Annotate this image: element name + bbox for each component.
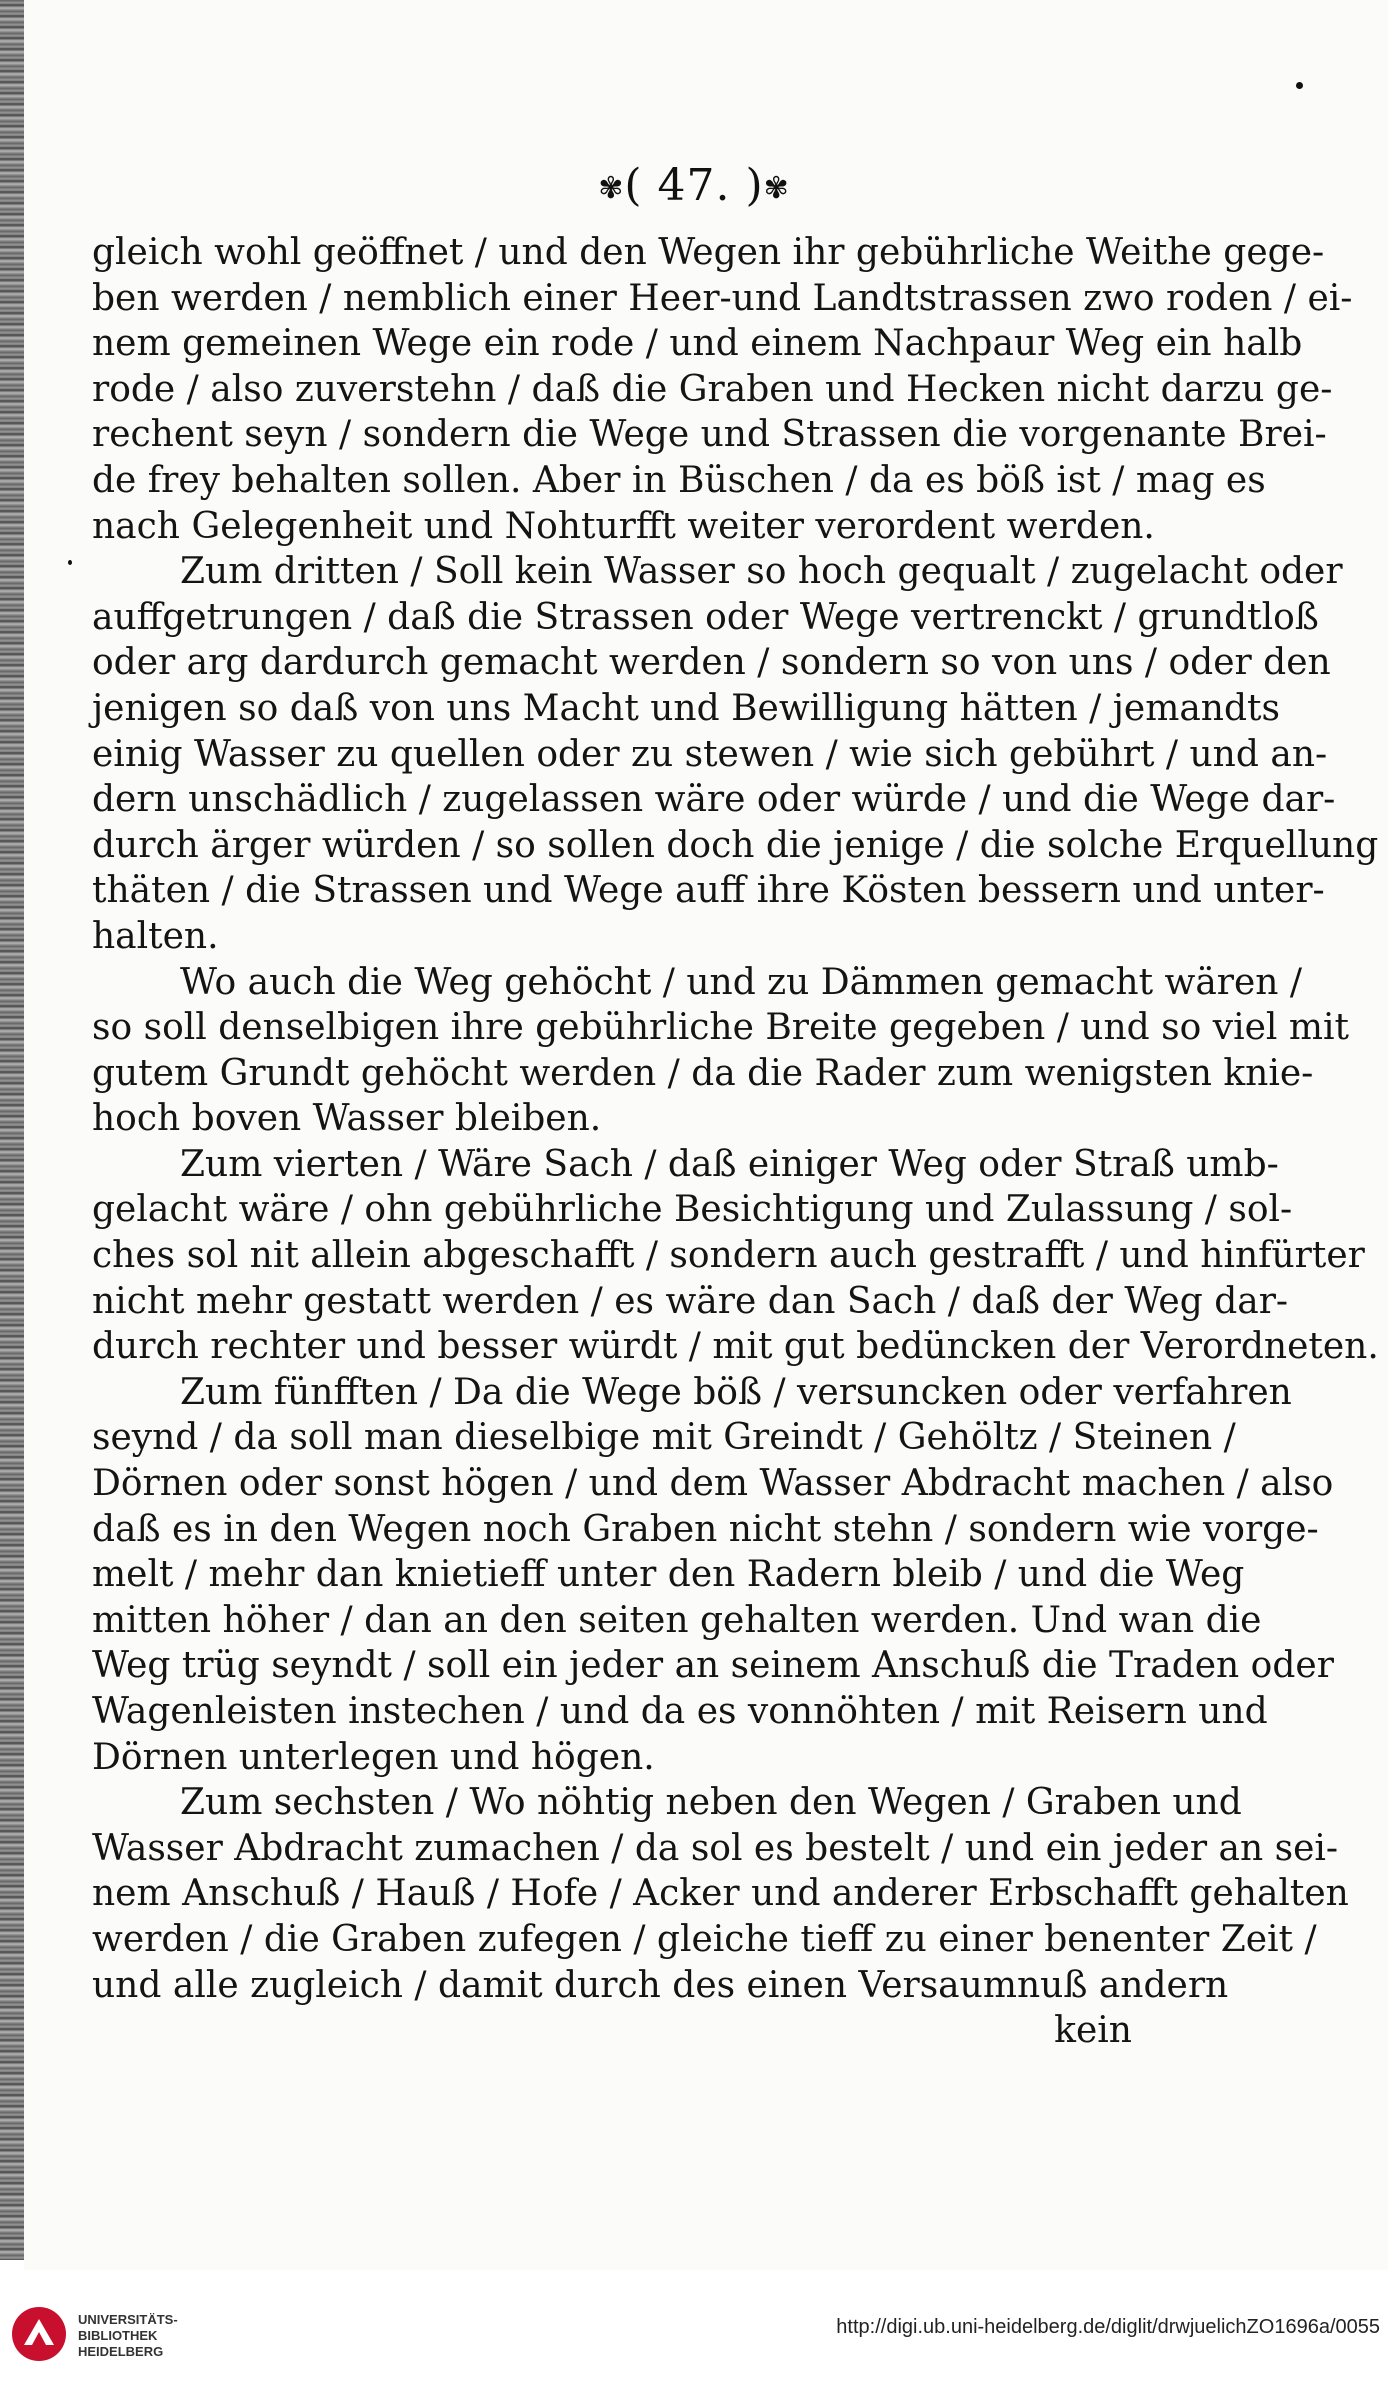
text-line: und alle zugleich / damit durch des einen Versaumnuß andern [92, 1964, 1229, 2006]
text-line: durch ärger würden / so sollen doch die jenige / die solche Erquellung [92, 824, 1379, 866]
text-line: Wagenleisten instechen / und da es vonnöhten / mit Reisern und [92, 1691, 1268, 1732]
text-line: gutem Grundt gehöcht werden / da die Rader zum wenigsten knie- [92, 1052, 1314, 1094]
text-line: Weg trüg seyndt / soll ein jeder an seinem Anschuß die Traden oder [92, 1645, 1334, 1687]
text-line: dern unschädlich / zugelassen wäre oder würde / und die Wege dar- [92, 779, 1336, 821]
text-line: Zum fünfften / Da die Wege böß / versuncken oder verfahren [180, 1371, 1292, 1413]
library-name-line2: BIBLIOTHEK [78, 2328, 158, 2343]
text-line: nem gemeinen Wege ein rode / und einem Nachpaur Weg ein halb [92, 323, 1303, 365]
text-line: seynd / da soll man dieselbige mit Greindt / Gehöltz / Steinen / [92, 1417, 1236, 1459]
text-line: nicht mehr gestatt werden / es wäre dan Sach / daß der Weg dar- [92, 1280, 1289, 1322]
text-line: Zum sechsten / Wo nöhtig neben den Wegen / Graben und [180, 1782, 1242, 1824]
text-line: kein [1054, 2010, 1132, 2052]
text-line: rode / also zuverstehn / daß die Graben und Hecken nicht darzu ge- [92, 368, 1333, 410]
source-url[interactable]: http://digi.ub.uni-heidelberg.de/diglit/drwjuelichZO1696a/0055 [836, 2316, 1380, 2338]
text-line: de frey behalten sollen. Aber in Büschen / da es böß ist / mag es [92, 459, 1266, 501]
ornament-right-icon: ✾ [763, 171, 790, 206]
ink-speck [1296, 82, 1303, 89]
library-name-line3: HEIDELBERG [78, 2344, 164, 2359]
page-number-header [0, 160, 1388, 211]
text-line: daß es in den Wegen noch Graben nicht stehn / sondern wie vorge- [92, 1508, 1319, 1550]
text-line: Zum vierten / Wäre Sach / daß einiger Weg oder Straß umb- [180, 1143, 1279, 1185]
text-line: Zum dritten / Soll kein Wasser so hoch gequalt / zugelacht oder [180, 551, 1343, 593]
text-line: Dörnen oder sonst högen / und dem Wasser Abdracht machen / also [92, 1463, 1334, 1505]
text-line: oder arg dardurch gemacht werden / sondern so von uns / oder den [92, 642, 1331, 684]
text-line: Dörnen unterlegen und högen. [92, 1736, 655, 1778]
page-number: ( 47. ) [624, 160, 764, 211]
ink-speck [68, 560, 72, 565]
library-name-line1: UNIVERSITÄTS- [78, 2312, 178, 2327]
text-line: einig Wasser zu quellen oder zu stewen / wie sich gebührt / und an- [92, 733, 1328, 775]
page-body-text [92, 230, 1379, 2054]
text-line: gelacht wäre / ohn gebührliche Besichtigung und Zulassung / sol- [92, 1189, 1293, 1231]
text-line: jenigen so daß von uns Macht und Bewilligung hätten / jemandts [92, 687, 1280, 729]
text-line: halten. [92, 915, 219, 957]
text-line: nem Anschuß / Hauß / Hofe / Acker und anderer Erbschafft gehalten [92, 1873, 1349, 1915]
text-line: auffgetrungen / daß die Strassen oder Wege vertrenckt / grundtloß [92, 596, 1319, 638]
text-line: hoch boven Wasser bleiben. [92, 1098, 602, 1140]
text-line: Wasser Abdracht zumachen / da sol es bestelt / und ein jeder an sei- [92, 1827, 1339, 1869]
text-line: rechent seyn / sondern die Wege und Strassen die vorgenante Brei- [92, 414, 1327, 456]
text-line: durch rechter und besser würdt / mit gut bedüncken der Verordneten. [92, 1326, 1379, 1368]
text-line: so soll denselbigen ihre gebührliche Breite gegeben / und so viel mit [92, 1007, 1349, 1049]
text-line: ches sol nit allein abgeschafft / sondern auch gestrafft / und hinfürter [92, 1235, 1365, 1277]
text-line: thäten / die Strassen und Wege auff ihre Kösten bessern und unter- [92, 870, 1325, 912]
library-name [78, 2312, 178, 2360]
text-line: nach Gelegenheit und Nohturfft weiter verordent werden. [92, 505, 1155, 547]
text-line: melt / mehr dan knietieff unter den Radern bleib / und die Weg [92, 1554, 1245, 1596]
text-line: ben werden / nemblich einer Heer-und Landtstrassen zwo roden / ei- [92, 277, 1353, 319]
scan-edge-shadow [0, 0, 24, 2260]
ornament-left-icon: ✾ [598, 171, 625, 206]
text-line: gleich wohl geöffnet / und den Wegen ihr gebührliche Weithe gege- [92, 232, 1325, 273]
university-library-logo-icon [10, 2305, 68, 2363]
text-line: werden / die Graben zufegen / gleiche tieff zu einer benenter Zeit / [92, 1918, 1317, 1960]
text-line: Wo auch die Weg gehöcht / und zu Dämmen gemacht wären / [180, 961, 1303, 1003]
text-line: mitten höher / dan an den seiten gehalten werden. Und wan die [92, 1599, 1262, 1641]
